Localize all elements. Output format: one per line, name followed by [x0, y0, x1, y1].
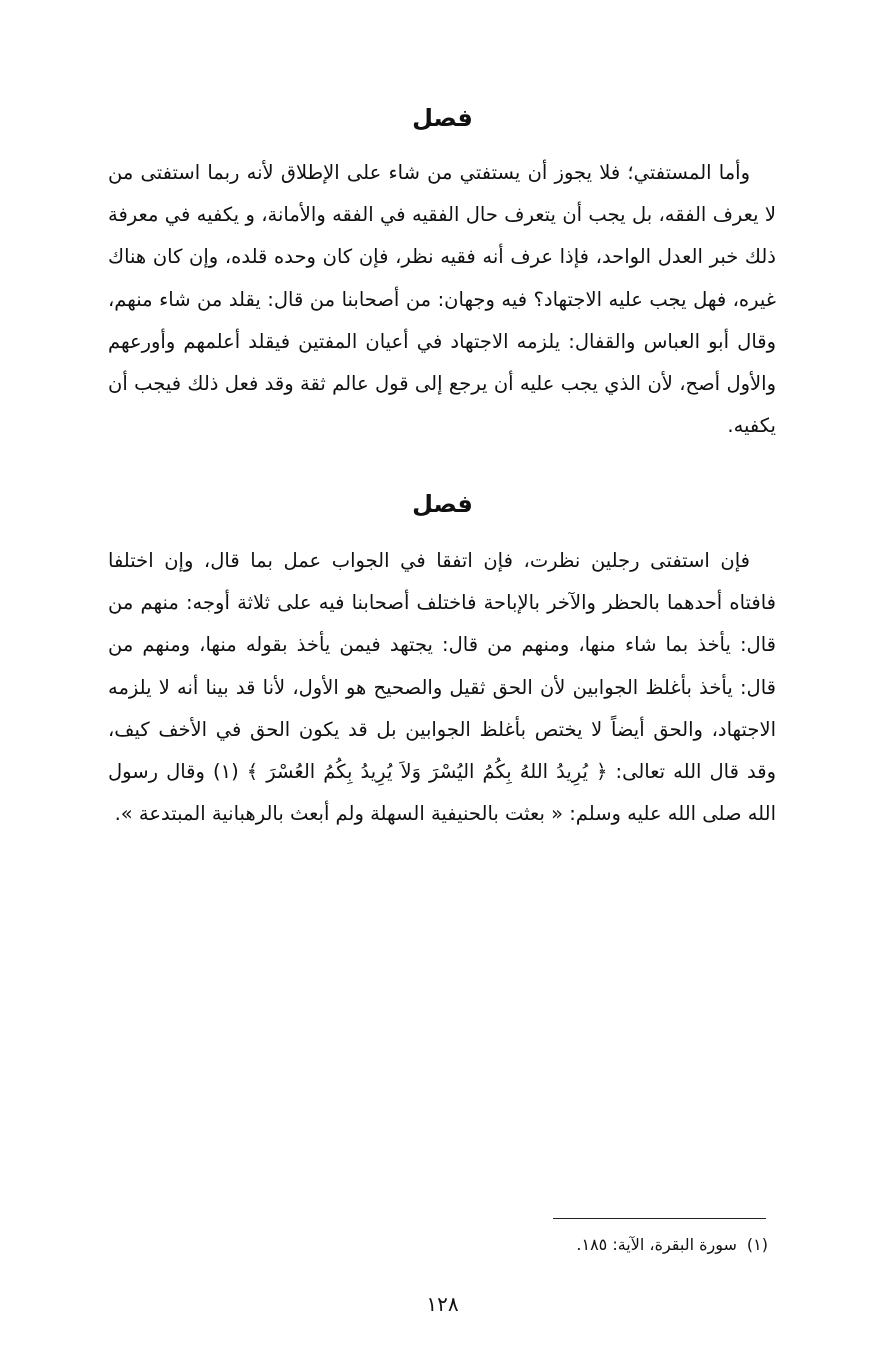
footnote-number: (١)	[746, 1235, 768, 1254]
footnote-text: سورة البقرة، الآية: ١٨٥.	[576, 1235, 737, 1254]
section-paragraph-1-text: وأما المستفتي؛ فلا يجوز أن يستفتي من شاء على الإطلاق لأنه ربما استفتى من لا يعرف الفقه، بل يجب أن يتعرف حال الفقيه في الفقه والأمانة، و يكفيه في معرفة ذلك خبر العدل الواحد، فإذا عرف أنه فقيه نظر، فإن كان وحده قلده، وإن كان هناك غيره، فهل يجب عليه الاجتهاد؟ فيه وجهان: من أصحابنا من قال: يقلد من شاء منهم، وقال أبو العباس والقفال: يلزمه الاجتهاد في أعيان المفتين فيقلد أعلمهم وأورعهم والأول أصح، لأن الذي يجب عليه أن يرجع إلى قول عالم ثقة وقد فعل ذلك فيجب أن يكفيه.	[108, 161, 776, 438]
footnote	[300, 1232, 768, 1258]
page-number: ١٢٨	[426, 1292, 459, 1316]
section-heading-2: فصل	[412, 490, 473, 518]
section-paragraph-1	[108, 152, 776, 447]
section-heading-1: فصل	[412, 104, 473, 132]
section-paragraph-2-text: فإن استفتى رجلين نظرت، فإن اتفقا في الجواب عمل بما قال، وإن اختلفا فافتاه أحدهما بالحظر والآخر بالإباحة فاختلف أصحابنا فيه على ثلاثة أوجه: منهم من قال: يأخذ بما شاء منها، ومنهم من قال: يجتهد فيمن يأخذ بقوله منها، ومنهم من قال: يأخذ بأغلظ الجوابين لأن الحق ثقيل والصحيح هو الأول، لأنا قد بينا أنه لا يلزمه الاجتهاد، والحق أيضاً لا يختص بأغلظ الجوابين بل قد يكون الحق في الأخف كيف، وقد قال الله تعالى: ﴿ يُرِيدُ اللهُ بِكُمُ اليُسْرَ وَلاَ يُرِيدُ بِكُمُ العُسْرَ ﴾ (١) وقال رسول الله صلى الله عليه وسلم: « بعثت بالحنيفية السهلة ولم أبعث بالرهبانية المبتدعة ».	[108, 549, 776, 826]
section-paragraph-2	[108, 540, 776, 835]
footnote-divider	[553, 1218, 766, 1219]
